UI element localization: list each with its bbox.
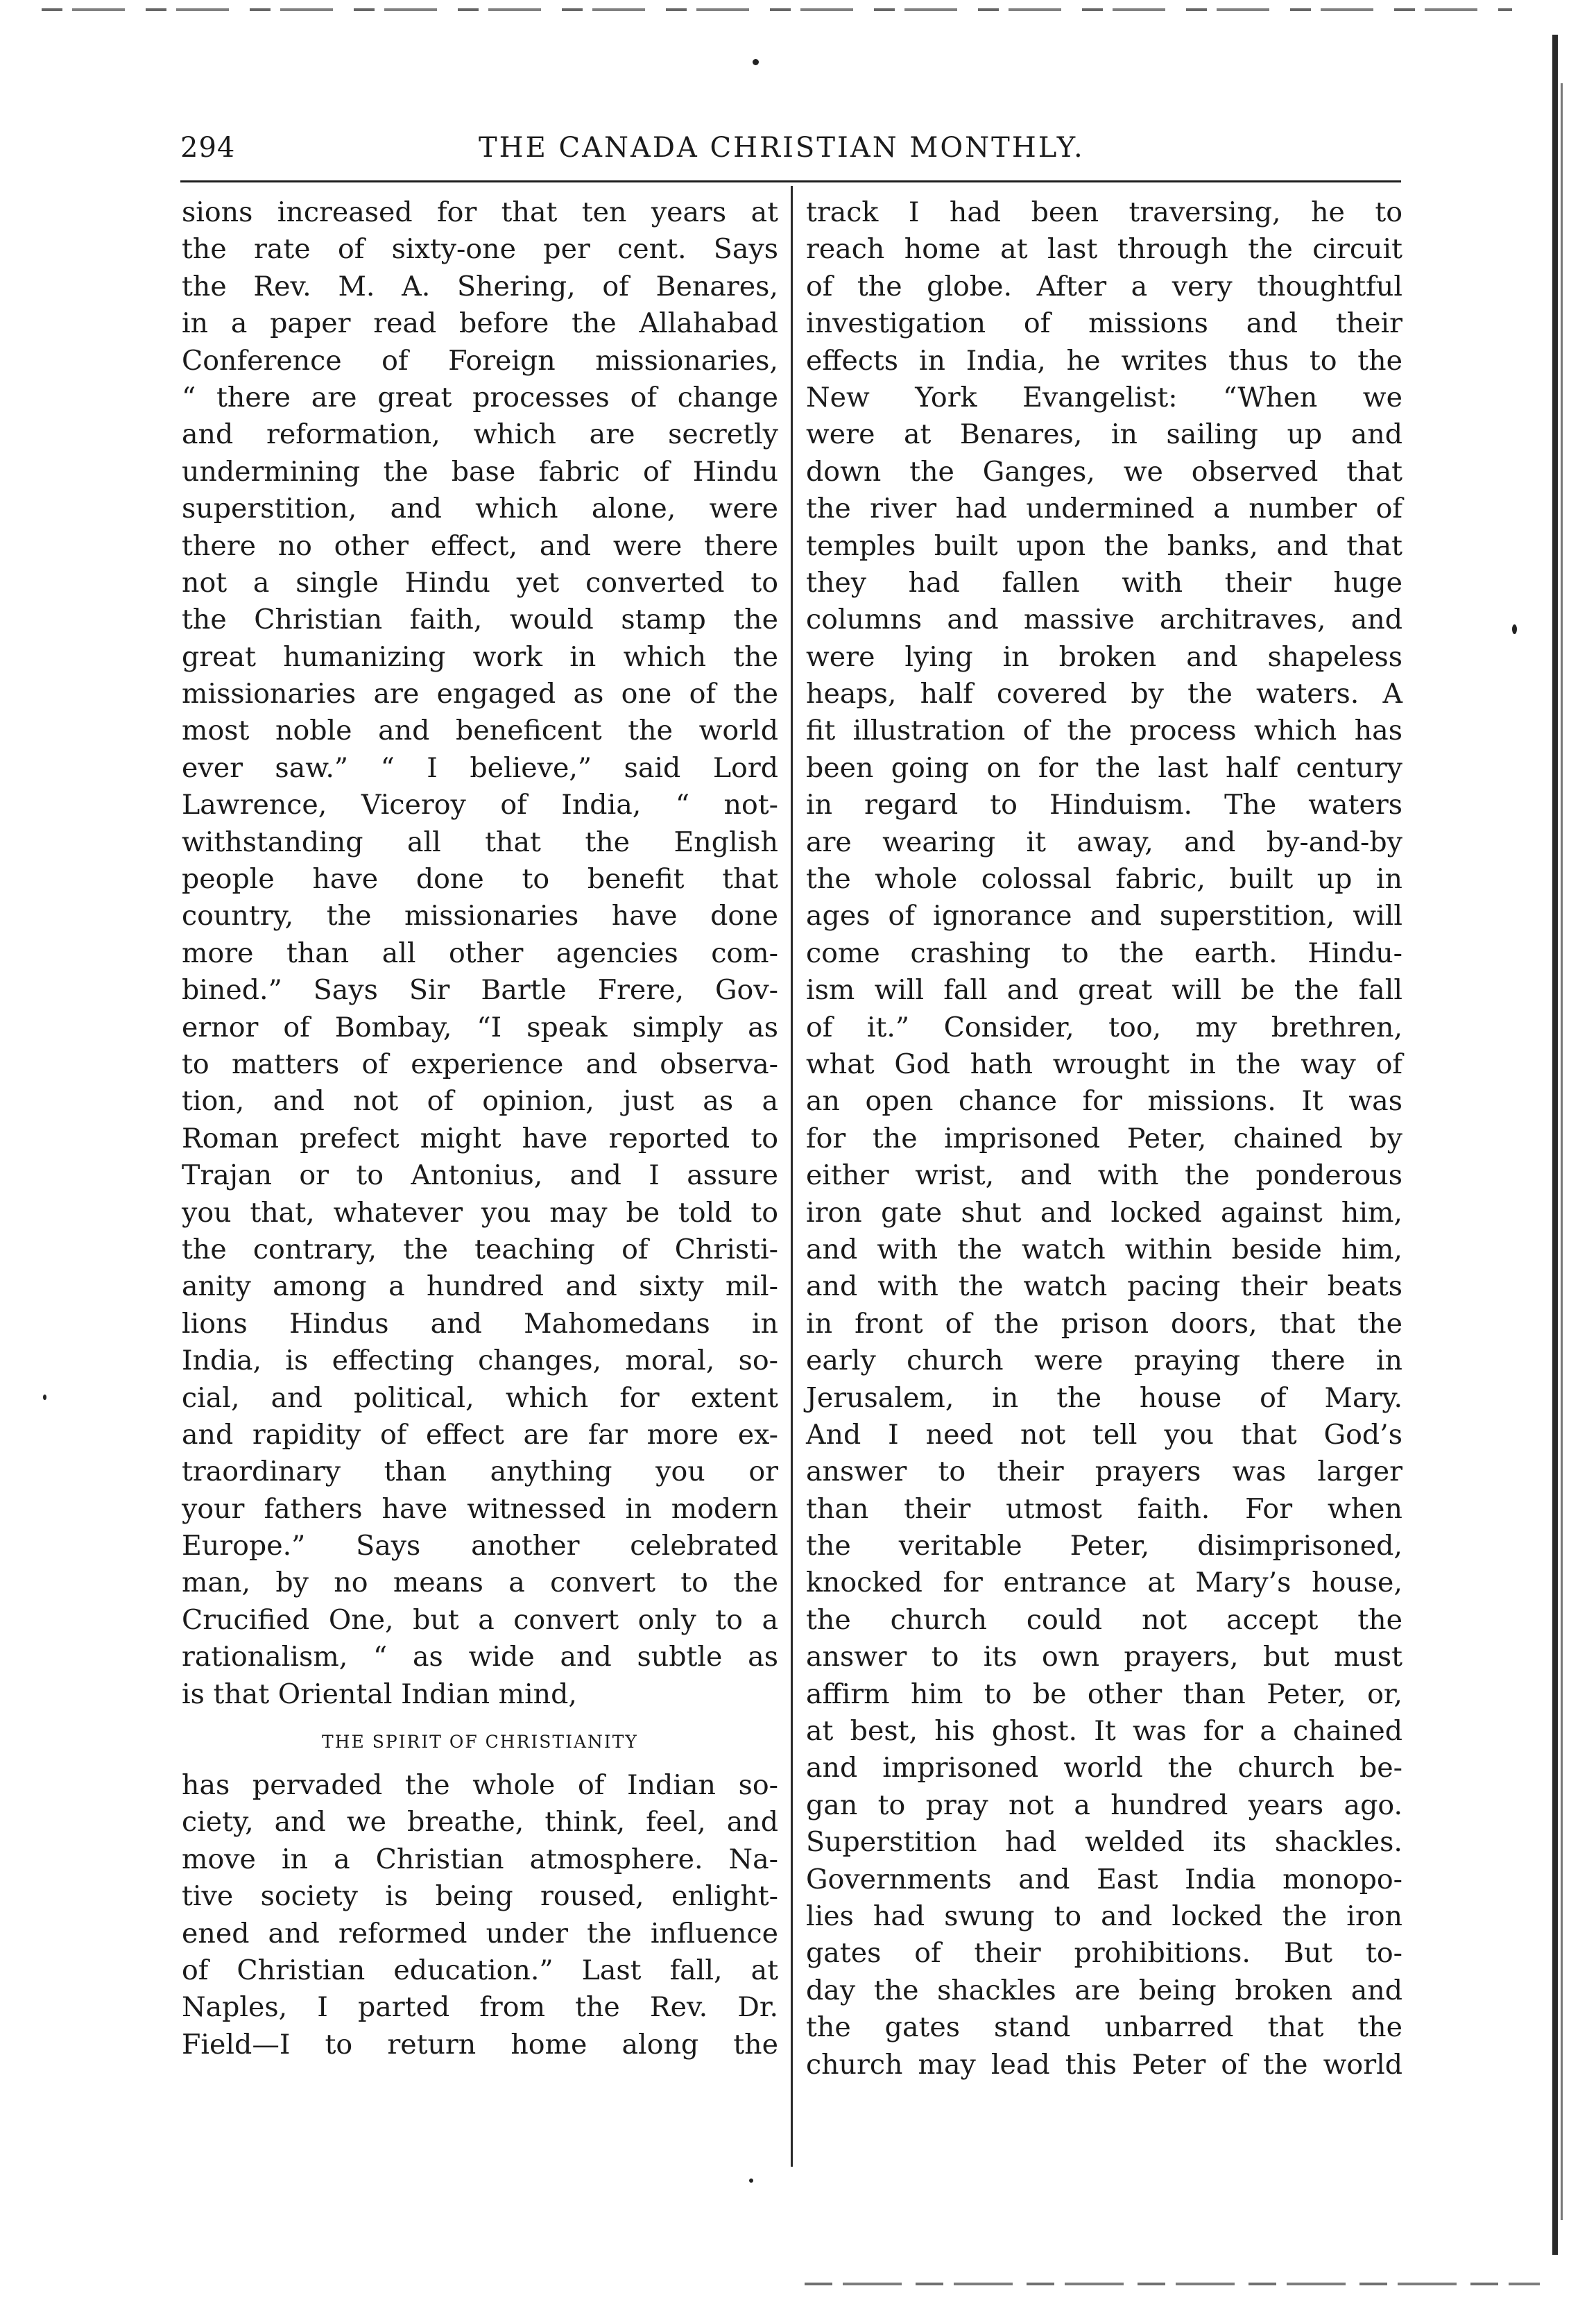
ink-speck [749,2179,753,2183]
text-line: cial, and political, which for extent [182,1381,778,1414]
text-line: is that Oriental Indian mind, [182,1678,577,1710]
text-line: Superstition had welded its shackles. [806,1826,1402,1859]
text-line: people have done to benefit that [182,863,778,896]
scan-artifact-top [42,8,1512,11]
text-line: an open chance for missions. It was [806,1085,1402,1118]
text-line: and imprisoned world the church be- [806,1752,1402,1784]
text-line: been going on for the last half century [806,751,1402,784]
text-line: the veritable Peter, disimprisoned, [806,1530,1402,1562]
text-line: and rapidity of effect are far more ex- [182,1418,778,1451]
column-divider [791,186,793,2167]
text-line: Conference of Foreign missionaries, [182,344,778,377]
text-line: anity among a hundred and sixty mil- [182,1270,778,1303]
text-line: Roman prefect might have reported to [182,1122,778,1154]
right-column [806,194,1402,2083]
text-line: move in a Christian atmosphere. Na- [182,1843,778,1875]
text-line: country, the missionaries have done [182,900,778,932]
text-line: Jerusalem, in the house of Mary. [806,1381,1402,1414]
text-line: knocked for entrance at Mary’s house, [806,1567,1402,1599]
text-line: there no other effect, and were there [182,529,778,562]
text-line: missionaries are engaged as one of the [182,678,778,710]
text-line: the contrary, the teaching of Christi- [182,1233,778,1265]
text-line: the Christian faith, would stamp the [182,604,778,636]
text-line: tive society is being roused, enlight- [182,1880,778,1913]
text-line: gates of their prohibitions. But to- [806,1937,1402,1970]
text-line: most noble and beneficent the world [182,715,778,747]
text-line: and with the watch within beside him, [806,1233,1402,1265]
text-line: they had fallen with their huge [806,566,1402,599]
text-line: Naples, I parted from the Rev. Dr. [182,1991,778,2024]
text-line: temples built upon the banks, and that [806,529,1402,562]
text-line: early church were praying there in [806,1345,1402,1377]
text-line: not a single Hindu yet converted to [182,566,778,599]
text-line: reach home at last through the circuit [806,233,1402,266]
text-line: the rate of sixty-one per cent. Says [182,233,778,266]
text-line: what God hath wrought in the way of [806,1048,1402,1080]
header-rule [180,180,1401,182]
text-line: for the imprisoned Peter, chained by [806,1122,1402,1154]
text-line: your fathers have witnessed in modern [182,1492,778,1525]
left-column [182,194,778,2063]
text-line: India, is effecting changes, moral, so- [182,1345,778,1377]
text-line: great humanizing work in which the [182,640,778,673]
text-line: track I had been traversing, he to [806,196,1402,228]
text-line: has pervaded the whole of Indian so- [182,1769,778,1802]
text-line: at best, his ghost. It was for a chained [806,1715,1402,1748]
text-line: answer to their prayers was larger [806,1456,1402,1488]
text-line: iron gate shut and locked against him, [806,1196,1402,1229]
text-line: Governments and East India monopo- [806,1863,1402,1895]
text-line: withstanding all that the English [182,826,778,858]
text-line: superstition, and which alone, were [182,493,778,525]
text-line: either wrist, and with the ponderous [806,1159,1402,1192]
text-line: and reformation, which are secretly [182,418,778,451]
text-line: day the shackles are being broken and [806,1974,1402,2006]
text-line: come crashing to the earth. Hindu- [806,937,1402,969]
text-line: fit illustration of the process which has [806,715,1402,747]
text-line: more than all other agencies com- [182,937,778,969]
text-line: undermining the base fabric of Hindu [182,455,778,488]
text-line: lions Hindus and Mahomedans in [182,1307,778,1340]
text-line: the Rev. M. A. Shering, of Benares, [182,270,778,302]
text-line: of Christian education.” Last fall, at [182,1954,778,1986]
text-line: the whole colossal fabric, built up in [806,863,1402,896]
binding-edge-shadow [1561,83,1563,2220]
text-line: sions increased for that ten years at [182,196,778,228]
binding-edge [1552,35,1558,2255]
text-line: to matters of experience and observa- [182,1048,778,1080]
text-line: than their utmost faith. For when [806,1492,1402,1525]
text-line: columns and massive architraves, and [806,604,1402,636]
text-line: effects in India, he writes thus to the [806,344,1402,377]
text-line: investigation of missions and their [806,307,1402,340]
text-line: are wearing it away, and by-and-by [806,826,1402,858]
page-number: 294 [180,132,236,164]
text-line: you that, whatever you may be told to [182,1196,778,1229]
text-line: in regard to Hinduism. The waters [806,789,1402,821]
text-line: Trajan or to Antonius, and I assure [182,1159,778,1192]
scan-artifact-bottom [805,2283,1540,2285]
text-line: heaps, half covered by the waters. A [806,678,1402,710]
text-line: ened and reformed under the influence [182,1917,778,1950]
running-head [180,132,1401,173]
text-line: ciety, and we breathe, think, feel, and [182,1806,778,1839]
text-line: ernor of Bombay, “I speak simply as [182,1011,778,1043]
text-line: and with the watch pacing their beats [806,1270,1402,1303]
text-line: Crucified One, but a convert only to a [182,1603,778,1636]
text-line: ages of ignorance and superstition, will [806,900,1402,932]
text-line: the river had undermined a number of [806,493,1402,525]
text-line: ever saw.” “ I believe,” said Lord [182,751,778,784]
text-line: the gates stand unbarred that the [806,2011,1402,2044]
text-line: ism will fall and great will be the fall [806,974,1402,1007]
ink-speck [1512,624,1517,634]
text-line: church may lead this Peter of the world [806,2048,1402,2081]
text-line: rationalism, “ as wide and subtle as [182,1641,778,1673]
ink-speck [753,59,759,65]
text-line: in front of the prison doors, that the [806,1307,1402,1340]
ink-speck [43,1395,46,1400]
text-line: New York Evangelist: “When we [806,381,1402,413]
text-line: man, by no means a convert to the [182,1567,778,1599]
text-line: gan to pray not a hundred years ago. [806,1789,1402,1821]
text-line: were lying in broken and shapeless [806,640,1402,673]
journal-title: THE CANADA CHRISTIAN MONTHLY. [479,132,1085,164]
text-line: “ there are great processes of change [182,381,778,413]
text-line: traordinary than anything you or [182,1456,778,1488]
text-line: And I need not tell you that God’s [806,1418,1402,1451]
text-line: Lawrence, Viceroy of India, “ not- [182,789,778,821]
text-line: of it.” Consider, too, my brethren, [806,1011,1402,1043]
text-line: were at Benares, in sailing up and [806,418,1402,451]
text-line: lies had swung to and locked the iron [806,1900,1402,1932]
text-line: the church could not accept the [806,1603,1402,1636]
text-line: Field—I to return home along the [182,2028,778,2061]
text-line: Europe.” Says another celebrated [182,1530,778,1562]
text-line: bined.” Says Sir Bartle Frere, Gov- [182,974,778,1007]
text-line: affirm him to be other than Peter, or, [806,1678,1402,1710]
text-line: answer to its own prayers, but must [806,1641,1402,1673]
text-line: down the Ganges, we observed that [806,455,1402,488]
text-line: in a paper read before the Allahabad [182,307,778,340]
text-line: tion, and not of opinion, just as a [182,1085,778,1118]
text-line: of the globe. After a very thoughtful [806,270,1402,302]
section-heading: THE SPIRIT OF CHRISTIANITY [322,1732,638,1753]
